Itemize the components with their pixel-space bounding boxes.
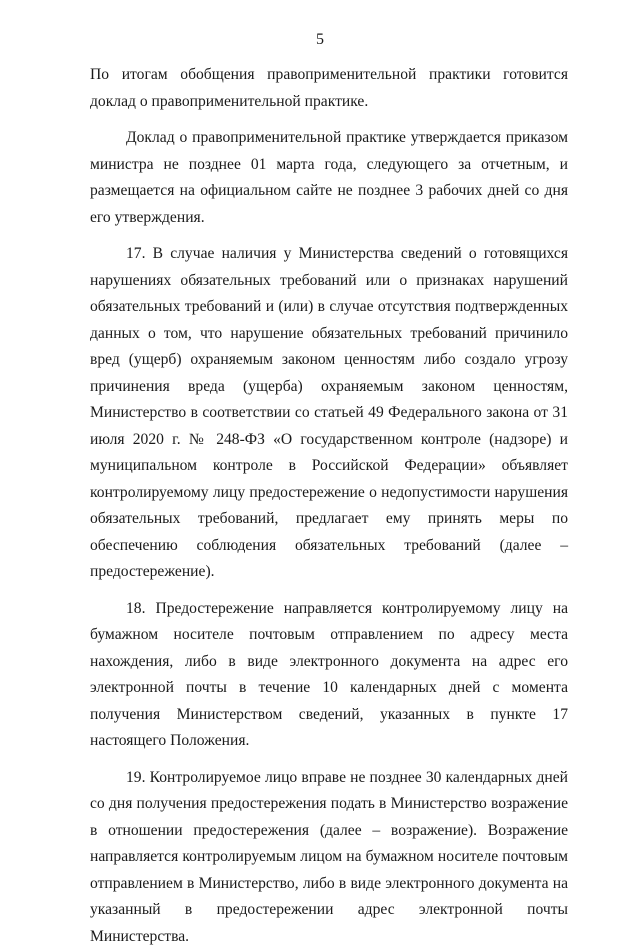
paragraph-clause-18: 18. Предостережение направляется контролируемому лицу на бумажном носителе почтовым отправлением по адресу места нахождения, либо в виде электронного документа на адрес его электронной почты в течение 10 календарных дней с момента получения Министерством сведений, указанных в пункте 17 настоящего Положения. (90, 596, 568, 755)
document-body (90, 62, 568, 950)
page-number: 5 (0, 30, 640, 50)
paragraph-report-approval: Доклад о правоприменительной практике утверждается приказом министра не позднее 01 марта года, следующего за отчетным, и размещается на официальном сайте не позднее 3 рабочих дней со дня его утверждения. (90, 125, 568, 231)
paragraph-clause-17: 17. В случае наличия у Министерства сведений о готовящихся нарушениях обязательных требований или о признаках нарушений обязательных требований и (или) в случае отсутствия подтвержденных данных о том, что нарушение обязательных требований причинило вред (ущерб) охраняемым законом ценностям либо создало угрозу причинения вреда (ущерба) охраняемым законом ценностям, Министерство в соответствии со статьей 49 Федерального закона от 31 июля 2020 г. № 248-ФЗ «О государственном контроле (надзоре) и муниципальном контроле в Российской Федерации» объявляет контролируемому лицу предостережение о недопустимости нарушения обязательных требований, предлагает ему принять меры по обеспечению соблюдения обязательных требований (далее – предостережение). (90, 241, 568, 586)
paragraph-report-preparation: По итогам обобщения правоприменительной практики готовится доклад о правоприменительной практике. (90, 62, 568, 115)
paragraph-clause-19: 19. Контролируемое лицо вправе не позднее 30 календарных дней со дня получения предостережения подать в Министерство возражение в отношении предостережения (далее – возражение). Возражение направляется контролируемым лицом на бумажном носителе почтовым отправлением в Министерство, либо в виде электронного документа на указанный в предостережении адрес электронной почты Министерства. (90, 765, 568, 950)
